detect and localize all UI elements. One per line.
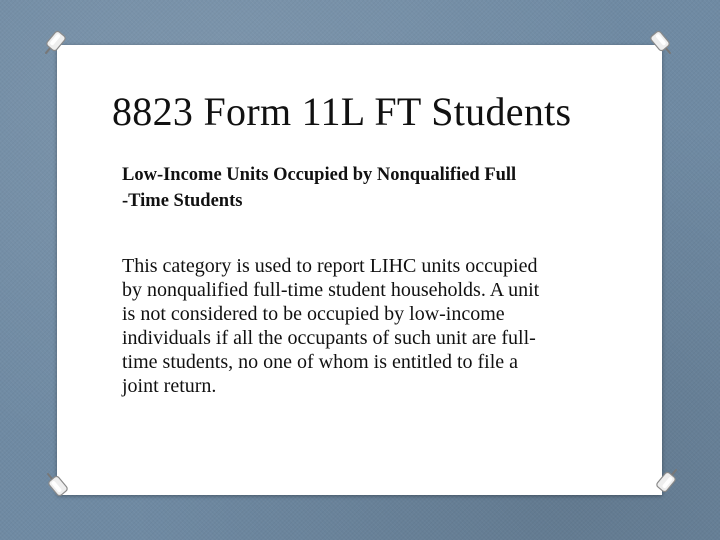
subheading-line: Low-Income Units Occupied by Nonqualified Full bbox=[122, 165, 517, 185]
pushpin-icon bbox=[652, 467, 680, 495]
pushpin-icon bbox=[42, 28, 70, 56]
slide-title: 8823 Form 11L FT Students bbox=[112, 89, 572, 134]
pushpin-icon bbox=[44, 471, 72, 499]
body-line: by nonqualified full-time student households. A unit bbox=[122, 279, 540, 301]
body-line: joint return. bbox=[122, 375, 217, 397]
body-line: individuals if all the occupants of such unit are full- bbox=[122, 327, 536, 349]
slide-body-text bbox=[122, 254, 592, 398]
slide-subheading bbox=[122, 162, 602, 214]
body-line: time students, no one of whom is entitled to file a bbox=[122, 351, 519, 373]
pushpin-icon bbox=[646, 28, 674, 56]
subheading-line: -Time Students bbox=[122, 191, 243, 211]
body-line: This category is used to report LIHC units occupied bbox=[122, 255, 538, 277]
body-line: is not considered to be occupied by low-income bbox=[122, 303, 505, 325]
